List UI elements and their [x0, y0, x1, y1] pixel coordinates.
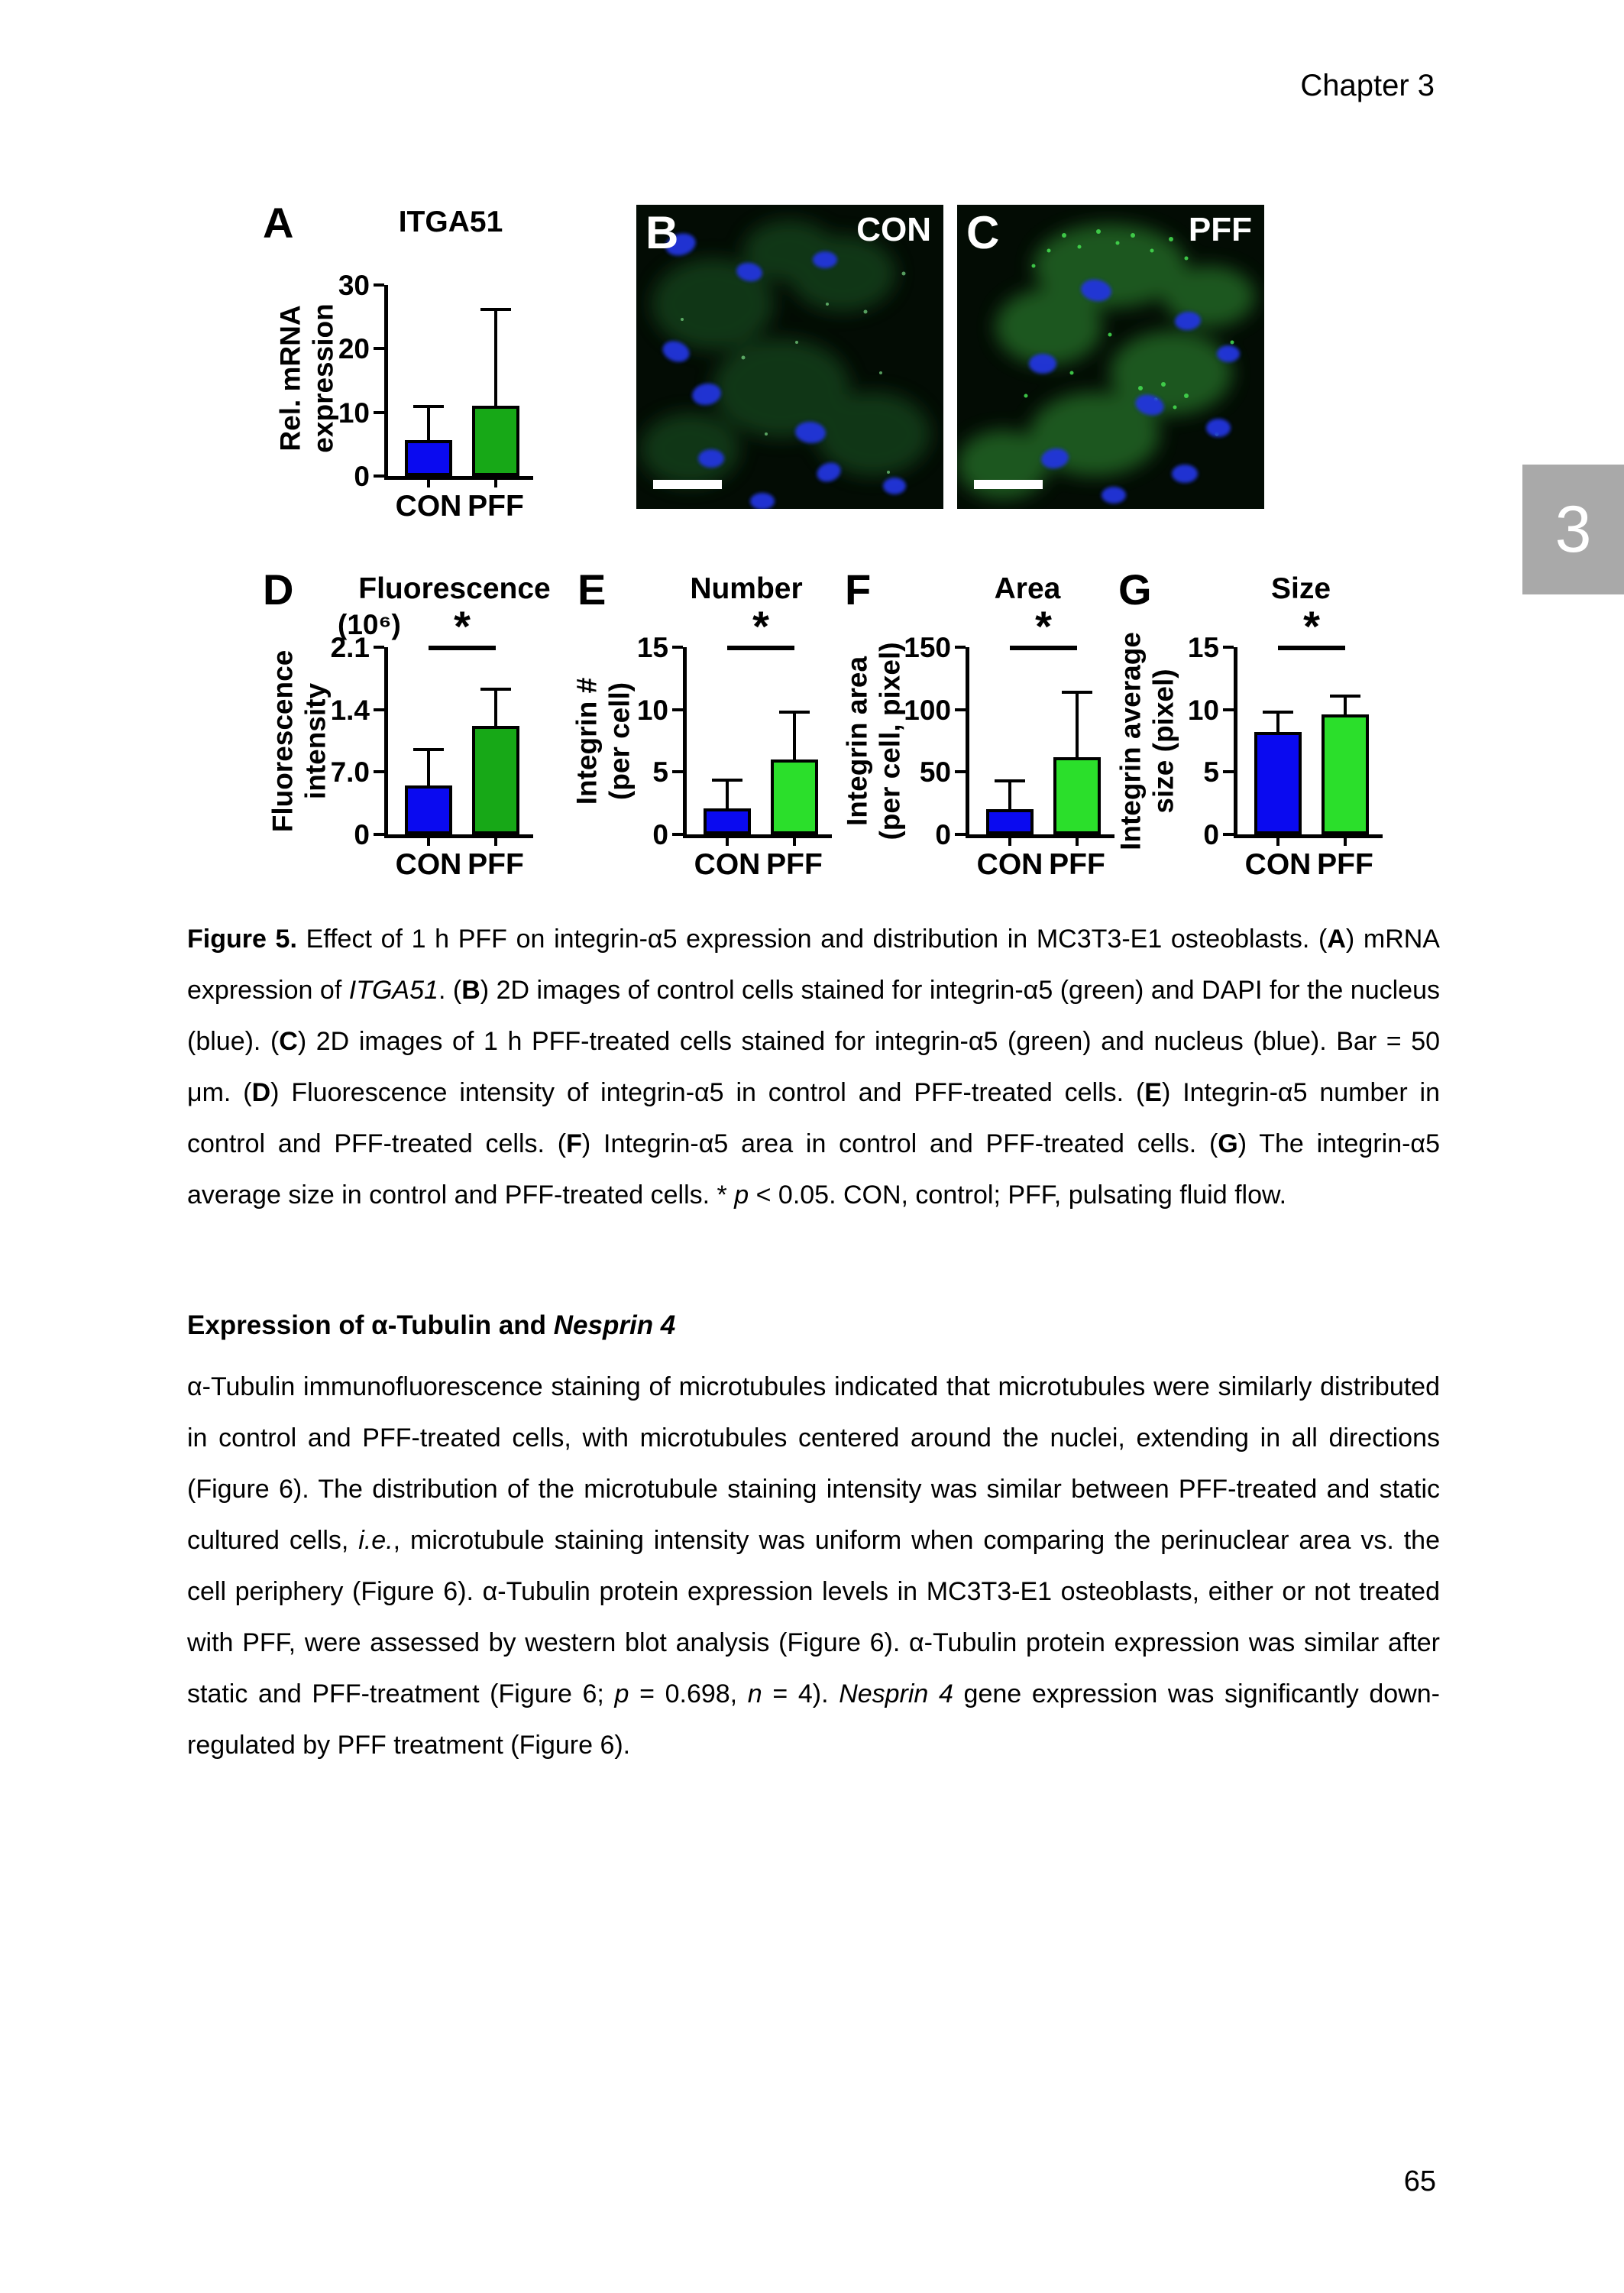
x-tick — [427, 480, 430, 487]
chart-f-y-axis-label: Integrin area (per cell, pixel) — [841, 642, 905, 840]
bar-pff — [472, 406, 519, 477]
body-paragraph: α-Tubulin immunofluorescence staining of microtubules indicated that microtubules were similarly distributed in control and PFF-treated cells, with microtubules centered around the nuclei, extending in all directions (Figure 6). The distribution of the microtubule staining intensity was similar between PFF-treated and static cultured cells, i.e., microtubule staining intensity was uniform when comparing the perinuclear area vs. the cell periphery (Figure 6). α-Tubulin protein expression levels in MC3T3-E1 osteoblasts, either or not treated with PFF, were assessed by western blot analysis (Figure 6). α-Tubulin protein expression was similar after static and PFF-treatment (Figure 6; p = 0.698, n = 4). Nesprin 4 gene expression was significantly down-regulated by PFF treatment (Figure 6). — [187, 1372, 1441, 1760]
y-tick — [1223, 770, 1234, 773]
y-tick-label: 0 — [354, 819, 370, 850]
chart-a-y-axis-label: Rel. mRNA expression — [274, 303, 338, 453]
error-bar — [427, 405, 430, 440]
y-tick — [374, 833, 384, 836]
panel-c-condition: PFF — [1188, 211, 1252, 248]
chart-e-title: Number — [690, 572, 803, 605]
y-tick-label: 10 — [636, 694, 668, 726]
significance-star: * — [1303, 602, 1320, 650]
scale-bar — [974, 480, 1043, 489]
error-bar-cap — [995, 779, 1025, 782]
x-tick — [494, 838, 497, 846]
y-tick-label: 100 — [904, 694, 951, 726]
x-tick — [726, 838, 729, 846]
y-tick — [1223, 833, 1234, 836]
bar-con — [405, 785, 452, 834]
bar-con — [986, 809, 1034, 834]
panel-d-chart — [252, 562, 558, 905]
figure-caption: Figure 5. Effect of 1 h PFF on integrin-α5 expression and distribution in MC3T3-E1 osteoblasts. (A) mRNA expression of ITGA51. (B) 2D images of control cells stained for integrin-α5 (green) and DAPI for the nucleus (blue). (C) 2D images of 1 h PFF-treated cells stained for integrin-α5 (green) and nucleus (blue). Bar = 50 μm. (D) Fluorescence intensity of integrin-α5 in control and PFF-treated cells. (E) Integrin-α5 number in control and PFF-treated cells. (F) Integrin-α5 area in control and PFF-treated cells. (G) The integrin-α5 average size in control and PFF-treated cells. * p < 0.05. CON, control; PFF, pulsating fluid flow. — [187, 925, 1441, 1210]
significance-star: * — [1035, 602, 1052, 650]
panel-g-label: G — [1118, 565, 1152, 614]
error-bar-cap — [480, 688, 511, 691]
x-category-label: CON — [1244, 848, 1312, 881]
bar-con — [405, 440, 452, 477]
significance-star: * — [752, 602, 769, 650]
x-category-label: PFF — [467, 490, 524, 523]
error-bar-cap — [712, 779, 742, 782]
page-number: 65 — [1403, 2165, 1436, 2197]
error-bar-cap — [779, 711, 810, 714]
error-bar — [427, 748, 430, 785]
panel-b-label: B — [645, 207, 679, 258]
y-tick-label: 0 — [354, 461, 370, 492]
y-tick — [374, 283, 384, 287]
x-tick — [494, 480, 497, 487]
error-bar — [494, 308, 497, 406]
x-category-label: PFF — [467, 848, 524, 881]
y-tick — [1223, 646, 1234, 649]
y-tick-label: 50 — [919, 756, 951, 789]
y-tick-label: 10 — [338, 397, 370, 429]
chapter-tab: 3 — [1522, 465, 1624, 594]
x-category-label: CON — [976, 848, 1043, 881]
chart-f-plot-area — [904, 602, 1114, 881]
scale-bar — [653, 480, 722, 489]
chart-e-plot-area — [636, 602, 832, 881]
panel-b-condition: CON — [856, 211, 931, 248]
y-tick — [955, 646, 966, 649]
chart-d-title: Fluorescence — [358, 572, 551, 605]
chart-d-y-axis-label: Fluorescence intensity — [267, 649, 331, 833]
y-tick-label: 0 — [1203, 819, 1219, 850]
x-category-label: CON — [395, 848, 462, 881]
bar-pff — [472, 726, 519, 834]
error-bar-cap — [1263, 711, 1293, 714]
bar-pff — [1053, 757, 1101, 834]
panel-e-label: E — [577, 565, 607, 614]
y-tick — [374, 411, 384, 414]
chart-g-plot-area — [1187, 602, 1383, 881]
error-bar-cap — [413, 748, 444, 751]
y-tick-label: 10 — [1187, 694, 1219, 726]
micrograph-control — [636, 205, 943, 509]
y-tick — [374, 474, 384, 478]
significance-star: * — [454, 602, 471, 650]
y-tick-label: 30 — [338, 270, 370, 301]
chart-e-y-axis-label: Integrin # (per cell) — [571, 677, 635, 805]
error-bar-cap — [413, 405, 444, 408]
y-tick-label: 20 — [338, 333, 370, 365]
y-tick-label: 2.1 — [330, 632, 370, 663]
y-tick — [374, 708, 384, 711]
chart-a-title: ITGA51 — [398, 206, 503, 238]
x-tick — [1344, 838, 1347, 846]
y-tick — [672, 646, 683, 649]
micrograph-pff — [957, 205, 1264, 509]
x-category-label: PFF — [1317, 848, 1373, 881]
y-tick — [955, 833, 966, 836]
y-tick — [1223, 708, 1234, 711]
error-bar-cap — [480, 308, 511, 311]
error-bar — [1076, 691, 1079, 757]
y-tick-label: 15 — [636, 632, 668, 663]
chart-g-title: Size — [1270, 572, 1331, 605]
error-bar-cap — [1330, 695, 1360, 698]
y-tick — [672, 770, 683, 773]
chart-g-y-axis-label: Integrin average size (pixel) — [1114, 632, 1179, 850]
bar-con — [704, 808, 751, 834]
error-bar-cap — [1062, 691, 1092, 694]
y-tick-label: 0 — [652, 819, 668, 850]
x-category-label: CON — [395, 490, 462, 523]
y-tick-label: 1.4 — [330, 694, 370, 726]
x-category-label: PFF — [1049, 848, 1105, 881]
x-tick — [427, 838, 430, 846]
bar-pff — [1322, 714, 1369, 834]
y-tick — [374, 347, 384, 350]
fluorescence-micrograph-pff — [957, 205, 1264, 509]
x-tick — [1076, 838, 1079, 846]
panel-g-chart — [1108, 562, 1390, 905]
y-tick — [374, 646, 384, 649]
y-tick-label: 15 — [1187, 632, 1219, 663]
y-tick-label: 5 — [1203, 756, 1219, 789]
panel-f-label: F — [845, 565, 872, 614]
error-bar — [1008, 779, 1011, 809]
running-header: Chapter 3 — [1300, 69, 1435, 102]
x-category-label: CON — [694, 848, 761, 881]
y-tick — [374, 770, 384, 773]
x-category-label: PFF — [766, 848, 823, 881]
bar-con — [1254, 732, 1302, 834]
chart-f-title: Area — [994, 572, 1061, 605]
x-tick — [793, 838, 796, 846]
y-tick-label: 7.0 — [330, 756, 370, 789]
bar-pff — [771, 759, 818, 834]
fluorescence-micrograph-con — [636, 205, 943, 509]
x-tick — [1008, 838, 1011, 846]
error-bar — [1276, 711, 1279, 732]
y-tick — [672, 833, 683, 836]
chart-d-title-sub: (10⁶) — [338, 609, 401, 640]
y-tick — [955, 770, 966, 773]
panel-a-label: A — [263, 199, 294, 247]
panel-a-chart — [252, 195, 550, 562]
error-bar — [793, 711, 796, 759]
panel-f-chart — [834, 562, 1117, 905]
panel-e-chart — [567, 562, 842, 905]
error-bar — [494, 688, 497, 726]
chart-a-plot-area — [338, 270, 533, 523]
y-tick-label: 5 — [652, 756, 668, 789]
error-bar — [726, 779, 729, 808]
panel-d-label: D — [263, 565, 294, 614]
y-tick-label: 150 — [904, 632, 951, 663]
y-tick-label: 0 — [935, 819, 951, 850]
panel-c-label: C — [966, 207, 1000, 258]
y-tick — [672, 708, 683, 711]
y-tick — [955, 708, 966, 711]
x-tick — [1276, 838, 1279, 846]
section-heading: Expression of α-Tubulin and Nesprin 4 — [187, 1310, 676, 1340]
